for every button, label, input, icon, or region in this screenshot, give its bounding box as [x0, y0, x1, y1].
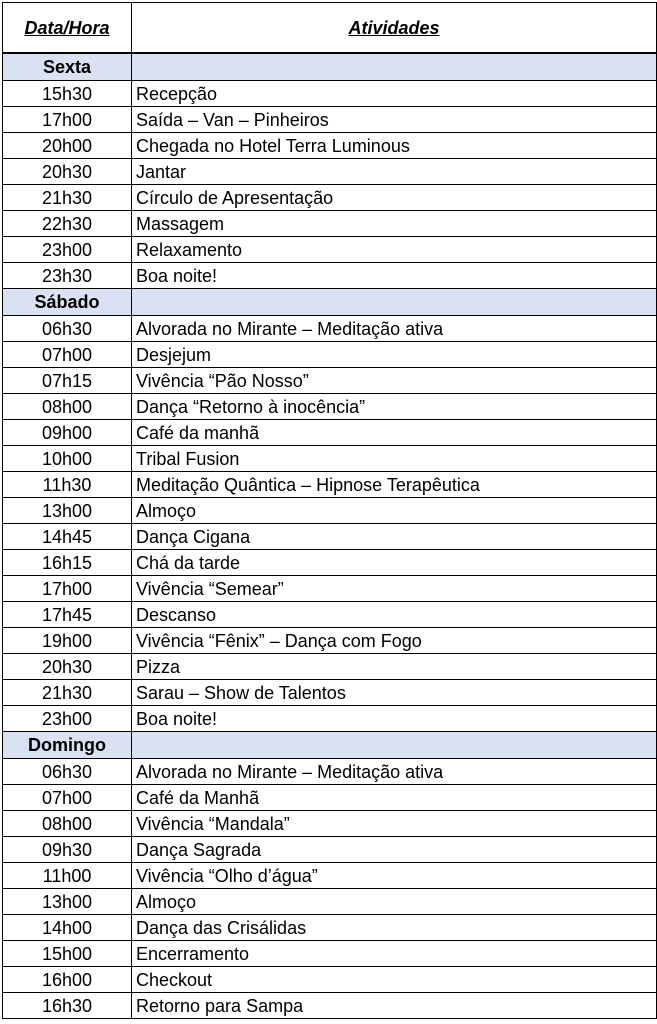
- time-cell: 16h15: [3, 550, 132, 576]
- schedule-row: [3, 498, 657, 524]
- schedule-row: [3, 863, 657, 889]
- activity-cell: Meditação Quântica – Hipnose Terapêutica: [132, 472, 657, 498]
- schedule-row: [3, 550, 657, 576]
- time-cell: 17h45: [3, 602, 132, 628]
- activity-cell: Café da Manhã: [132, 785, 657, 811]
- schedule-row: [3, 133, 657, 159]
- schedule-row: [3, 602, 657, 628]
- activity-cell: Alvorada no Mirante – Meditação ativa: [132, 759, 657, 785]
- header-activities: Atividades: [132, 3, 657, 54]
- schedule-row: [3, 446, 657, 472]
- time-cell: 09h00: [3, 420, 132, 446]
- schedule-row: [3, 680, 657, 706]
- time-cell: 17h00: [3, 576, 132, 602]
- schedule-row: [3, 159, 657, 185]
- schedule-body: [3, 53, 657, 1019]
- time-cell: 22h30: [3, 211, 132, 237]
- schedule-row: [3, 316, 657, 342]
- time-cell: 17h00: [3, 107, 132, 133]
- activity-cell: Massagem: [132, 211, 657, 237]
- schedule-row: [3, 237, 657, 263]
- activity-cell: Tribal Fusion: [132, 446, 657, 472]
- time-cell: 07h00: [3, 785, 132, 811]
- time-cell: 21h30: [3, 680, 132, 706]
- schedule-row: [3, 993, 657, 1019]
- activity-cell: Encerramento: [132, 941, 657, 967]
- schedule-row: [3, 889, 657, 915]
- activity-cell: Vivência “Fênix” – Dança com Fogo: [132, 628, 657, 654]
- schedule-row: [3, 941, 657, 967]
- time-cell: 07h15: [3, 368, 132, 394]
- day-row-filler: [132, 289, 657, 316]
- activity-cell: Descanso: [132, 602, 657, 628]
- time-cell: 23h00: [3, 237, 132, 263]
- activity-cell: Dança Cigana: [132, 524, 657, 550]
- activity-cell: Dança das Crisálidas: [132, 915, 657, 941]
- time-cell: 14h00: [3, 915, 132, 941]
- day-row-domingo: [3, 732, 657, 759]
- time-cell: 11h30: [3, 472, 132, 498]
- time-cell: 16h00: [3, 967, 132, 993]
- day-row-filler: [132, 732, 657, 759]
- schedule-row: [3, 394, 657, 420]
- schedule-row: [3, 706, 657, 732]
- activity-cell: Recepção: [132, 81, 657, 107]
- day-name: Sexta: [3, 53, 132, 81]
- activity-cell: Retorno para Sampa: [132, 993, 657, 1019]
- schedule-row: [3, 211, 657, 237]
- activity-cell: Café da manhã: [132, 420, 657, 446]
- header-date-time: Data/Hora: [3, 3, 132, 54]
- time-cell: 13h00: [3, 889, 132, 915]
- day-row-filler: [132, 53, 657, 81]
- activity-cell: Boa noite!: [132, 263, 657, 289]
- time-cell: 08h00: [3, 394, 132, 420]
- activity-cell: Relaxamento: [132, 237, 657, 263]
- schedule-row: [3, 368, 657, 394]
- schedule-table: [2, 2, 657, 1019]
- schedule-row: [3, 759, 657, 785]
- activity-cell: Boa noite!: [132, 706, 657, 732]
- schedule-row: [3, 967, 657, 993]
- time-cell: 23h30: [3, 263, 132, 289]
- day-row-sexta: [3, 53, 657, 81]
- schedule-row: [3, 185, 657, 211]
- day-name: Sábado: [3, 289, 132, 316]
- schedule-row: [3, 524, 657, 550]
- schedule-row: [3, 654, 657, 680]
- time-cell: 07h00: [3, 342, 132, 368]
- day-name: Domingo: [3, 732, 132, 759]
- schedule-row: [3, 811, 657, 837]
- activity-cell: Almoço: [132, 498, 657, 524]
- schedule-row: [3, 342, 657, 368]
- activity-cell: Chegada no Hotel Terra Luminous: [132, 133, 657, 159]
- time-cell: 20h30: [3, 159, 132, 185]
- activity-cell: Desjejum: [132, 342, 657, 368]
- schedule-row: [3, 472, 657, 498]
- schedule-row: [3, 915, 657, 941]
- activity-cell: Alvorada no Mirante – Meditação ativa: [132, 316, 657, 342]
- time-cell: 20h00: [3, 133, 132, 159]
- time-cell: 08h00: [3, 811, 132, 837]
- activity-cell: Dança Sagrada: [132, 837, 657, 863]
- activity-cell: Vivência “Mandala”: [132, 811, 657, 837]
- time-cell: 19h00: [3, 628, 132, 654]
- schedule-row: [3, 263, 657, 289]
- time-cell: 23h00: [3, 706, 132, 732]
- activity-cell: Vivência “Pão Nosso”: [132, 368, 657, 394]
- activity-cell: Pizza: [132, 654, 657, 680]
- activity-cell: Saída – Van – Pinheiros: [132, 107, 657, 133]
- schedule-row: [3, 576, 657, 602]
- time-cell: 09h30: [3, 837, 132, 863]
- activity-cell: Chá da tarde: [132, 550, 657, 576]
- activity-cell: Checkout: [132, 967, 657, 993]
- time-cell: 20h30: [3, 654, 132, 680]
- time-cell: 15h30: [3, 81, 132, 107]
- time-cell: 15h00: [3, 941, 132, 967]
- activity-cell: Vivência “Olho d’água”: [132, 863, 657, 889]
- activity-cell: Jantar: [132, 159, 657, 185]
- schedule-row: [3, 107, 657, 133]
- time-cell: 06h30: [3, 316, 132, 342]
- schedule-row: [3, 628, 657, 654]
- time-cell: 13h00: [3, 498, 132, 524]
- schedule-row: [3, 785, 657, 811]
- activity-cell: Dança “Retorno à inocência”: [132, 394, 657, 420]
- activity-cell: Círculo de Apresentação: [132, 185, 657, 211]
- schedule-row: [3, 420, 657, 446]
- schedule-row: [3, 81, 657, 107]
- day-row-sabado: [3, 289, 657, 316]
- activity-cell: Sarau – Show de Talentos: [132, 680, 657, 706]
- schedule-row: [3, 837, 657, 863]
- time-cell: 06h30: [3, 759, 132, 785]
- time-cell: 11h00: [3, 863, 132, 889]
- header-row: [3, 3, 657, 54]
- time-cell: 21h30: [3, 185, 132, 211]
- time-cell: 14h45: [3, 524, 132, 550]
- activity-cell: Vivência “Semear”: [132, 576, 657, 602]
- time-cell: 16h30: [3, 993, 132, 1019]
- activity-cell: Almoço: [132, 889, 657, 915]
- time-cell: 10h00: [3, 446, 132, 472]
